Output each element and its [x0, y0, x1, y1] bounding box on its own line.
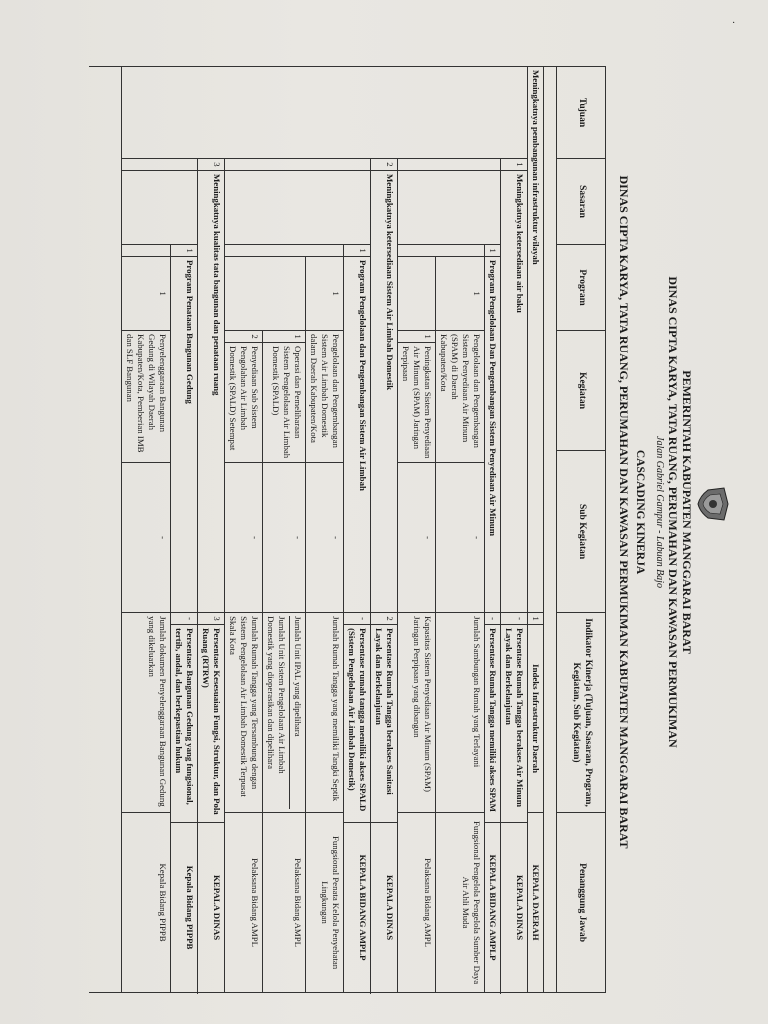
k3-text: Penyelenggaraan Bangunan Gedung di Wilayah Daerah Kabupaten/Kota, Pemberian IMB dan SLF Bangunan: [122, 331, 171, 463]
gov-name: PEMERINTAH KABUPATEN MANGGARAI BARAT: [680, 370, 694, 654]
agency-name: DINAS CIPTA KARYA, TATA RUANG, PERUMAHAN DAN KAWASAN PERMUKIMAN: [666, 276, 680, 748]
regency-crest-icon: [696, 484, 730, 524]
p3-spacer: [122, 245, 171, 257]
sk3-pj: Pelaksana Bidang AMPL: [225, 813, 263, 993]
dash: -: [398, 463, 436, 613]
p2-pj: KEPALA BIDANG AMPLP: [344, 823, 371, 993]
dash: -: [263, 463, 306, 613]
s2-ind-num: 2: [371, 613, 398, 625]
s1-num: 1: [501, 159, 528, 171]
table-row: [501, 67, 528, 993]
sk2-indicator-1: Jumlah Unit IPAL yang dipelihara: [293, 616, 304, 737]
cascading-table: [90, 66, 607, 993]
k2-num: 1: [306, 257, 344, 331]
s2-spacer-2: [225, 171, 371, 245]
table-row: [528, 67, 544, 993]
s1-text: Meningkatnya ketersediaan air baku: [501, 171, 528, 613]
table-row: [344, 67, 371, 993]
dash: -: [306, 463, 344, 613]
col-sasaran: Sasaran: [557, 159, 606, 245]
s2-num: 2: [371, 159, 398, 171]
tujuan-pj: KEPALA DAERAH: [528, 813, 544, 993]
scan-dot: ·: [732, 18, 736, 29]
s2-spacer: [225, 159, 371, 171]
p2-indicator: Persentase rumah tangga memiliki akses SPALD (Sistem Pengelolaan Air Limbah Domestik): [344, 625, 371, 823]
trailing-space: [90, 67, 123, 993]
dash: -: [501, 613, 528, 625]
s3-spacer-2: [122, 171, 198, 245]
table-header-row: [557, 67, 606, 993]
table-row: [171, 67, 198, 993]
dash: -: [436, 463, 485, 613]
dash: -: [485, 613, 501, 625]
agency-address: Jalan Gabriel Gampur - Labuan Bajo: [654, 436, 665, 588]
s2-indicator: Persentase Rumah Tangga berakses Sanitasi Layak dan Berkelanjutan: [371, 625, 398, 823]
col-indikator: Indikator Kinerja (Tujuan, Sasaran, Program, Kegiatan, Sub Kegiatan): [557, 613, 606, 813]
k1-num: 1: [436, 257, 485, 331]
p3-pj: Kepala Bidang PIPPB: [171, 823, 198, 993]
s1-indicator: Persentase Rumah Tangga berakses Air Minum Layak dan Berkelanjutan: [501, 625, 528, 823]
p3-indicator: Persentase Bangunan Gedung yang fungsional, tertib, andal, dan berkepastian hukum: [171, 625, 198, 823]
p2-num: 1: [344, 245, 371, 257]
s3-spacer: [122, 159, 198, 171]
doc-subtitle: DINAS CIPTA KARYA, TATA RUANG, PERUMAHAN DAN KAWASAN PERMUKIMAN KABUPATEN MANGGARAI BARAT: [617, 175, 631, 849]
k2-text: Pengelolaan dan Pengembangan Sistem Air Limbah Domestik dalam Daerah Kabupaten/Kota: [306, 331, 344, 463]
table-row: [198, 67, 225, 993]
s3-num: 3: [198, 159, 225, 171]
k1-text: Pengelolaan dan Pengembangan Sistem Penyediaan Air Minum (SPAM) di Daerah Kabupaten/Kota: [436, 331, 485, 463]
s3-text: Meningkatnya kualitas tata bangunan dan penataan ruang: [198, 171, 225, 613]
s1-spacer: [398, 159, 501, 171]
s3-pj: KEPALA DINAS: [198, 823, 225, 993]
doc-title: CASCADING KINERJA: [634, 449, 646, 575]
sk2-indicator-2: Jumlah Unit Sistem Pengelolaan Air Limbah Domestik yang dioperasikan dan dipelihara: [265, 616, 290, 809]
col-kegiatan: Kegiatan: [557, 331, 606, 451]
table-row: [371, 67, 398, 993]
sk1-indicator: Kapasitas Sistem Penyediaan Air Minum (SPAM) Jaringan Perpipaan yang dibangun: [398, 613, 436, 813]
table-row-empty: [90, 67, 123, 993]
p1-num: 1: [485, 245, 501, 257]
k1-pj: Fungsional Pengelola Pengelola Sumber Daya Air Ahli Muda: [436, 813, 485, 993]
p3-num: 1: [171, 245, 198, 257]
p2-text: Program Pengelolaan dan Pengembangan Sistem Air Limbah: [344, 257, 371, 613]
sk1-num: 1: [398, 331, 436, 343]
sk2-pj: Pelaksana Bidang AMPL: [263, 813, 306, 993]
s2-pj: KEPALA DINAS: [371, 823, 398, 993]
tujuan-ind-num: 1: [528, 613, 544, 625]
k3-num: 1: [122, 257, 171, 331]
sk3-text: Penyediaan Sub Sistem Pengolahan Air Limbah Domestik (SPALD) Setempat: [225, 343, 263, 463]
sk1-text: Peningkatan Sistem Penyediaan Air Minum (SPAM) Jaringan Perpipaan: [398, 343, 436, 463]
col-penanggung-jawab: Penanggung Jawab: [557, 813, 606, 993]
dash: -: [122, 463, 171, 613]
s2-text: Meningkatnya ketersediaan Sistem Air Limbah Domestik: [371, 171, 398, 613]
sk1-pj: Pelaksana Bidang AMPL: [398, 813, 436, 993]
s1-spacer-2: [398, 171, 501, 245]
sk2-indicators: [263, 613, 306, 813]
k3-pj: Kepala Bidang PIPPB: [122, 813, 171, 993]
k2-pj: Fungsional Penata Kelola Penyehatan Lingkungan: [306, 813, 344, 993]
table-row: [485, 67, 501, 993]
tujuan-indicator: Indeks Infrastruktur Daerah: [528, 625, 544, 813]
s1-pj: KEPALA DINAS: [501, 823, 528, 993]
sk3-num: 2: [225, 331, 263, 343]
s3-indicator: Persentase Kesesuaian Fungsi, Struktur, dan Pola Ruang (RTRW): [198, 625, 225, 823]
dash: -: [225, 463, 263, 613]
tujuan-spacer: [122, 67, 528, 159]
col-tujuan: Tujuan: [557, 67, 606, 159]
p3-text: Program Penataan Bangunan Gedung: [171, 257, 198, 613]
p1-pj: KEPALA BIDANG AMPLP: [485, 823, 501, 993]
dash: -: [344, 613, 371, 625]
col-sub-kegiatan: Sub Kegiatan: [557, 451, 606, 613]
sk3-indicator: Jumlah Rumah Tangga yang Tersambung dengan Sistem Pengelolaan Air Limbah Domestik Terpusat Skala Kota: [225, 613, 263, 813]
col-program: Program: [557, 245, 606, 331]
p1-text: Program Pengelolaan Dan Pengembangan Sistem Penyediaan Air Minum: [485, 257, 501, 613]
p2-spacer: [225, 245, 344, 257]
k2-spacer: [225, 257, 306, 331]
k1-spacer: [398, 257, 436, 331]
s3-ind-num: 3: [198, 613, 225, 625]
k1-indicator: Jumlah Sambungan Rumah yang Terlayani: [436, 613, 485, 813]
k2-indicator: Jumlah Rumah Tangga yang memiliki Tangki Septik: [306, 613, 344, 813]
k3-indicator: Jumlah dokumen Penyelenggaraan Bangunan Gedung yang dikeluarkan: [122, 613, 171, 813]
p1-indicator: Persentase Rumah Tangga memiliki akses SPAM: [485, 625, 501, 823]
dash: -: [171, 613, 198, 625]
gap-row: [544, 67, 557, 993]
sk2-num: 1: [263, 331, 306, 343]
tujuan-text: Meningkatnya pembangunan infrastruktur wilayah: [528, 67, 544, 613]
p1-spacer: [398, 245, 485, 257]
sk2-text: Operasi dan Pemeliharaan Sistem Pengelolaan Air Limbah Domestik (SPALD): [263, 343, 306, 463]
